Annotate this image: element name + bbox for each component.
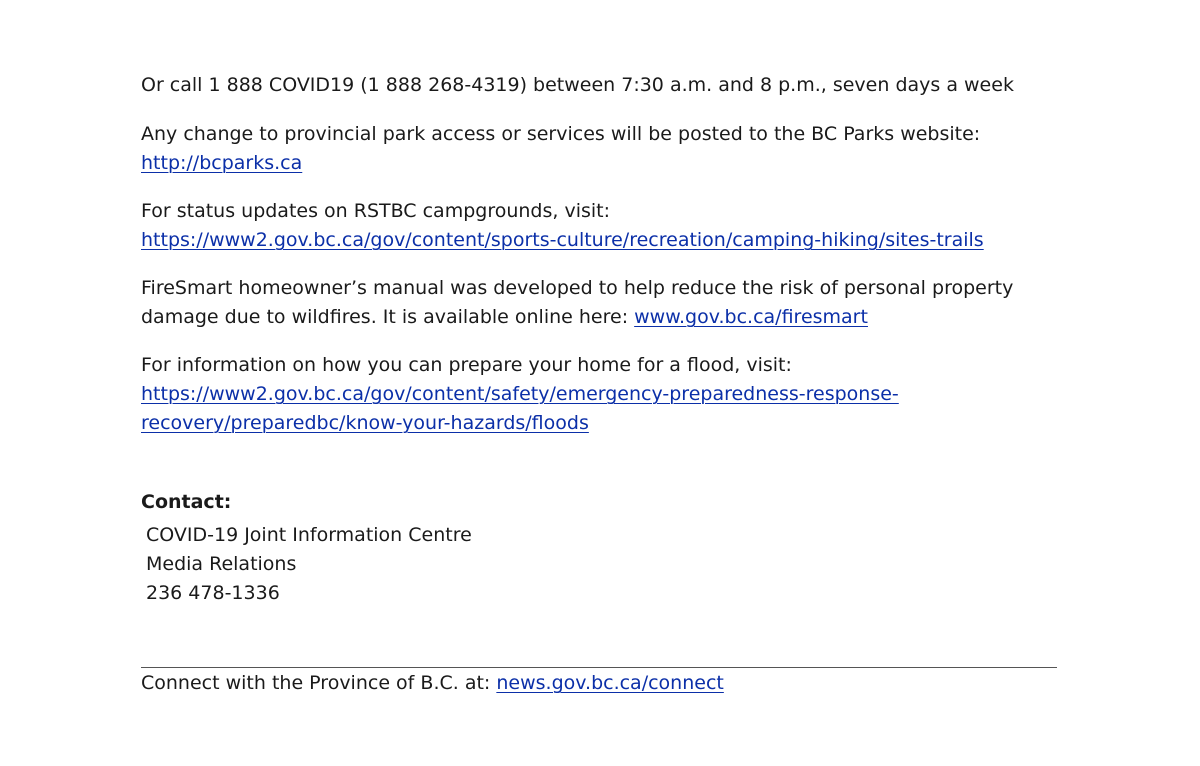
rstbc-text: For status updates on RSTBC campgrounds, visit: — [141, 200, 611, 222]
footer-connect-link[interactable]: news.gov.bc.ca/connect — [496, 672, 724, 694]
flood-link-line2[interactable]: recovery/preparedbc/know-your-hazards/floods — [141, 412, 589, 434]
contact-department: Media Relations — [146, 553, 297, 575]
bc-parks-text: Any change to provincial park access or services will be posted to the BC Parks website: — [141, 123, 981, 145]
contact-heading: Contact: — [141, 491, 232, 513]
contact-block — [146, 521, 472, 608]
firesmart-line1: FireSmart homeowner’s manual was developed to help reduce the risk of personal property — [141, 277, 1014, 299]
covid-hotline-text: Or call 1 888 COVID19 (1 888 268-4319) between 7:30 a.m. and 8 p.m., seven days a week — [141, 74, 1014, 96]
footer-divider — [141, 667, 1057, 668]
rstbc-paragraph — [141, 197, 1061, 255]
firesmart-line2 — [141, 303, 1061, 332]
footer-connect — [141, 669, 724, 698]
bc-parks-link[interactable]: http://bcparks.ca — [141, 152, 303, 174]
covid-hotline-paragraph — [141, 71, 1061, 100]
footer-connect-text: Connect with the Province of B.C. at: — [141, 672, 497, 694]
contact-organization: COVID-19 Joint Information Centre — [146, 524, 472, 546]
firesmart-paragraph — [141, 274, 1061, 332]
rstbc-link[interactable]: https://www2.gov.bc.ca/gov/content/sports-culture/recreation/camping-hiking/sites-trails — [141, 229, 984, 251]
flood-text: For information on how you can prepare your home for a flood, visit: — [141, 354, 792, 376]
flood-paragraph — [141, 351, 1061, 438]
bc-parks-paragraph — [141, 120, 1061, 178]
contact-phone: 236 478-1336 — [146, 582, 280, 604]
firesmart-line2-text: damage due to wildfires. It is available online here: — [141, 306, 635, 328]
flood-link-line1[interactable]: https://www2.gov.bc.ca/gov/content/safety/emergency-preparedness-response- — [141, 383, 899, 405]
firesmart-link[interactable]: www.gov.bc.ca/firesmart — [634, 306, 868, 328]
